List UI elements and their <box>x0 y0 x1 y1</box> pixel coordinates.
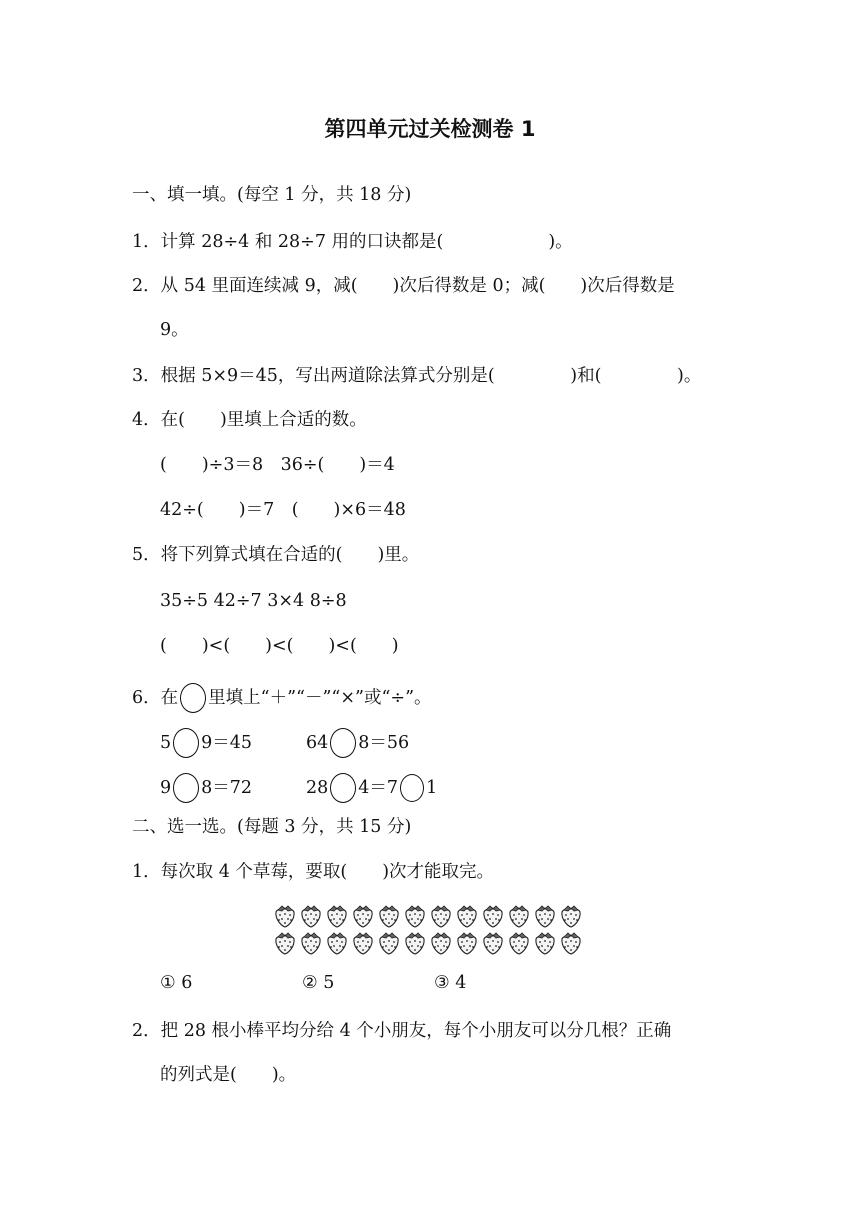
question-1-6-row2-left <box>160 776 252 800</box>
q6-c-left: 9 <box>160 778 172 798</box>
strawberry-icon <box>380 933 398 954</box>
strawberry-icon <box>380 906 398 927</box>
question-1-6-row2-right <box>306 776 437 800</box>
q6-a-right: 9＝45 <box>201 733 253 753</box>
strawberry-icon <box>536 906 554 927</box>
option-2-1-a[interactable]: ① 6 <box>160 973 193 993</box>
question-2-1: 1．每次取 4 个草莓，要取( )次才能取完。 <box>132 862 495 882</box>
question-1-6-prefix: 6．在 <box>132 688 179 708</box>
strawberry-icon <box>510 906 528 927</box>
strawberry-icon <box>510 933 528 954</box>
question-1-5-expressions: 35÷5 42÷7 3×4 8÷8 <box>160 591 347 611</box>
strawberry-icon <box>328 933 346 954</box>
question-1-4: 4．在( )里填上合适的数。 <box>132 410 367 430</box>
q6-d-middle: 4＝7 <box>358 778 399 798</box>
answer-circle[interactable] <box>400 774 424 802</box>
strawberry-icon <box>432 906 450 927</box>
strawberry-icon <box>406 933 424 954</box>
question-1-2-cont: 9。 <box>160 320 189 340</box>
strawberry-icon <box>276 933 294 954</box>
strawberry-icon <box>354 933 372 954</box>
strawberry-icon <box>276 906 294 927</box>
question-1-1: 1．计算 28÷4 和 28÷7 用的口诀都是( )。 <box>132 232 573 252</box>
strawberry-icon <box>484 933 502 954</box>
q6-b-left: 64 <box>306 733 329 753</box>
answer-circle[interactable] <box>173 728 199 758</box>
question-1-4-row2: 42÷( )＝7 ( )×6＝48 <box>160 500 406 520</box>
strawberry-icon <box>458 906 476 927</box>
answer-circle <box>180 683 206 713</box>
option-2-1-b[interactable]: ② 5 <box>302 973 335 993</box>
q6-d-left: 28 <box>306 778 329 798</box>
q6-d-right: 1 <box>426 778 438 798</box>
question-1-6-row1-left <box>160 731 252 755</box>
question-1-6-row1-right <box>306 731 409 755</box>
question-1-2: 2．从 54 里面连续减 9，减( )次后得数是 0；减( )次后得数是 <box>132 276 675 296</box>
strawberry-icon <box>302 906 320 927</box>
answer-circle[interactable] <box>330 728 356 758</box>
section1-header: 一、填一填。(每空 1 分，共 18 分) <box>132 185 412 205</box>
strawberry-icon <box>432 933 450 954</box>
question-1-5: 5．将下列算式填在合适的( )里。 <box>132 545 420 565</box>
strawberry-icon <box>458 933 476 954</box>
q6-a-left: 5 <box>160 733 172 753</box>
question-1-6 <box>132 686 432 710</box>
strawberry-icon <box>406 906 424 927</box>
strawberry-icon <box>354 906 372 927</box>
question-1-4-row1: ( )÷3＝8 36÷( )＝4 <box>160 455 395 475</box>
question-1-3: 3．根据 5×9＝45，写出两道除法算式分别是( )和( )。 <box>132 366 702 386</box>
strawberry-icon <box>328 906 346 927</box>
answer-circle[interactable] <box>330 773 356 803</box>
strawberry-icon <box>562 933 580 954</box>
strawberry-icon <box>536 933 554 954</box>
question-2-2-cont: 的列式是( )。 <box>160 1065 297 1085</box>
option-2-1-c[interactable]: ③ 4 <box>434 973 467 993</box>
q6-b-right: 8＝56 <box>358 733 410 753</box>
strawberry-figure <box>272 900 588 956</box>
question-2-2: 2．把 28 根小棒平均分给 4 个小朋友，每个小朋友可以分几根？正确 <box>132 1021 672 1041</box>
section2-header: 二、选一选。(每题 3 分，共 15 分) <box>132 817 412 837</box>
q6-c-right: 8＝72 <box>201 778 253 798</box>
strawberry-icon <box>562 906 580 927</box>
strawberry-icon <box>484 906 502 927</box>
question-1-5-blanks: ( )<( )<( )<( ) <box>160 636 399 656</box>
question-1-6-suffix: 里填上“＋”“－”“×”或“÷”。 <box>208 688 432 708</box>
answer-circle[interactable] <box>173 773 199 803</box>
page-title: 第四单元过关检测卷 1 <box>324 117 536 141</box>
strawberry-icon <box>302 933 320 954</box>
